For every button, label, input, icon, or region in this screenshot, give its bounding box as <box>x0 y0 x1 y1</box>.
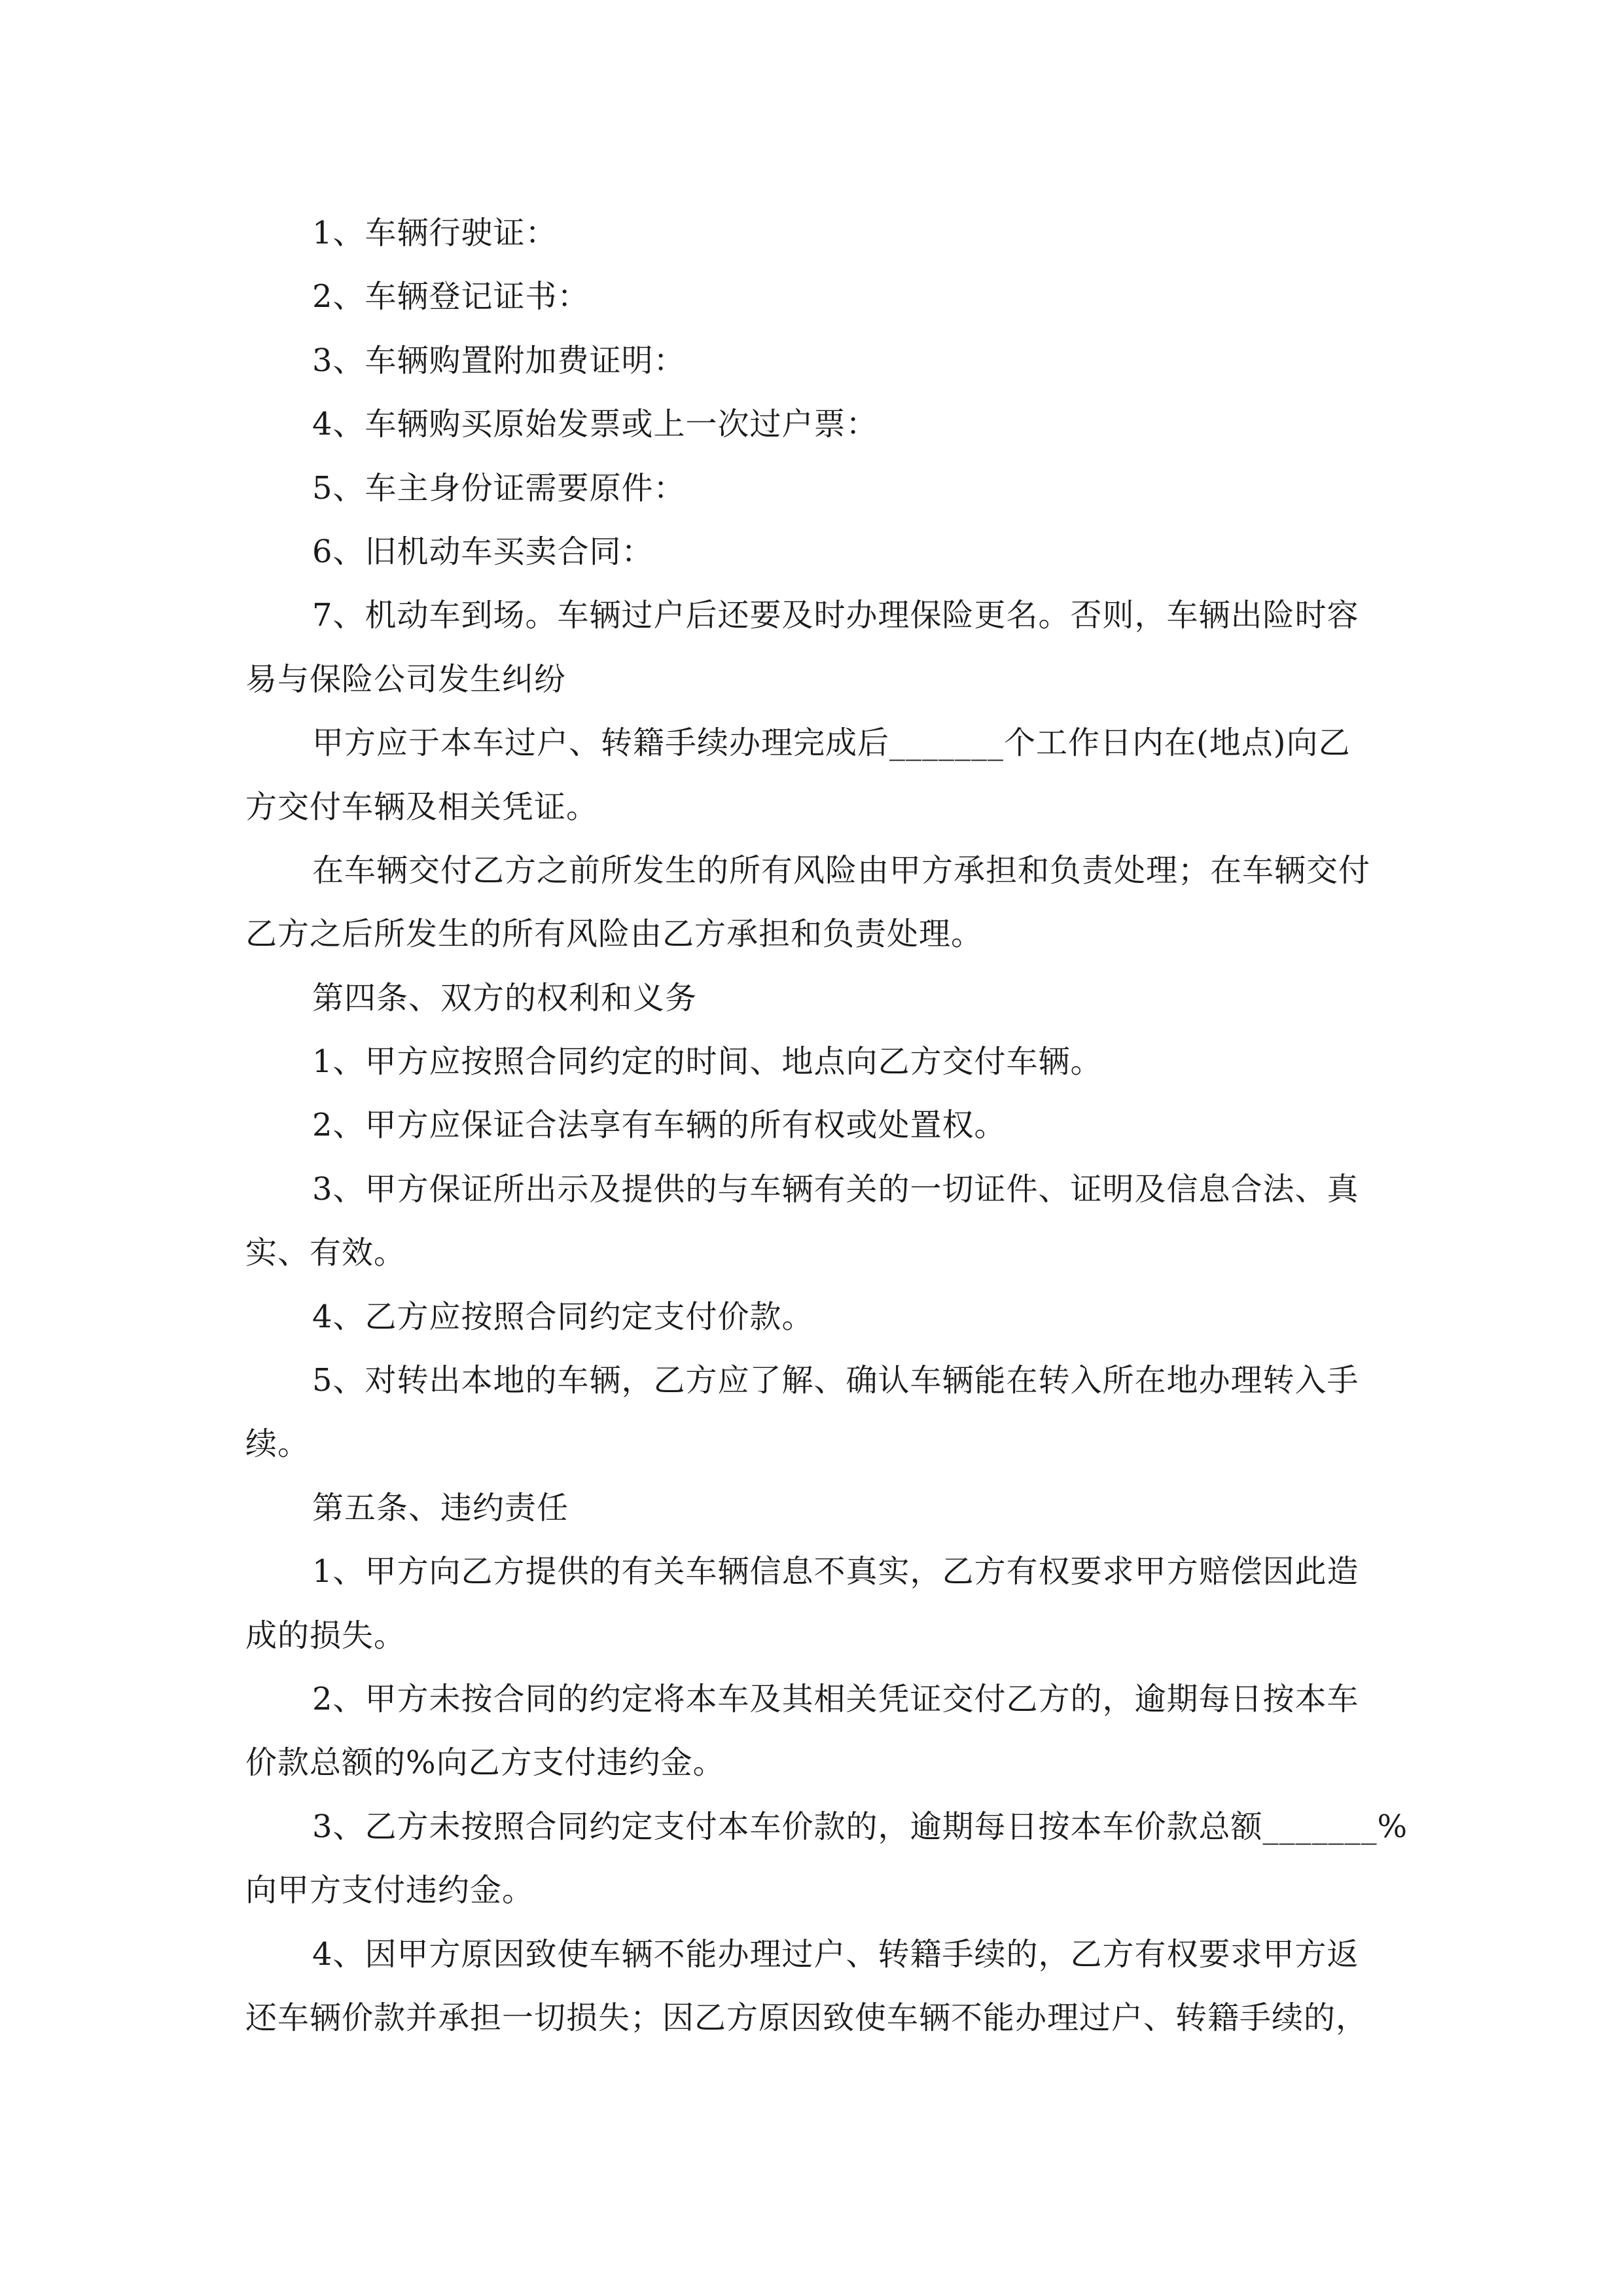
paragraph-line: 4、因甲方原因致使车辆不能办理过户、转籍手续的，乙方有权要求甲方返 <box>312 1935 1359 1973</box>
section-heading: 第五条、违约责任 <box>312 1489 569 1526</box>
paragraph-line: 续。 <box>245 1426 310 1463</box>
paragraph-line: 还车辆价款并承担一切损失；因乙方原因致使车辆不能办理过户、转籍手续的， <box>245 1999 1368 2036</box>
paragraph-line: 在车辆交付乙方之前所发生的所有风险由甲方承担和负责处理；在车辆交付 <box>312 852 1371 889</box>
paragraph-line: 价款总额的%向乙方支付违约金。 <box>245 1744 725 1782</box>
list-item: 1、甲方应按照合同约定的时间、地点向乙方交付车辆。 <box>312 1043 1103 1081</box>
document-body <box>245 202 1408 2050</box>
list-item: 3、车辆购置附加费证明： <box>312 342 686 379</box>
paragraph-line: 成的损失。 <box>245 1617 406 1654</box>
paragraph-line: 方交付车辆及相关凭证。 <box>245 788 599 825</box>
list-item: 1、车辆行驶证： <box>312 215 558 251</box>
list-item: 6、旧机动车买卖合同： <box>312 533 654 570</box>
paragraph-line: 1、甲方向乙方提供的有关车辆信息不真实，乙方有权要求甲方赔偿因此造 <box>312 1553 1359 1590</box>
paragraph-line: 7、机动车到场。车辆过户后还要及时办理保险更名。否则，车辆出险时容 <box>312 597 1359 634</box>
list-item: 4、乙方应按照合同约定支付价款。 <box>312 1298 814 1335</box>
paragraph-line: 5、对转出本地的车辆，乙方应了解、确认车辆能在转入所在地办理转入手 <box>312 1362 1359 1399</box>
paragraph-line: 乙方之后所发生的所有风险由乙方承担和负责处理。 <box>245 916 984 953</box>
paragraph-line: 2、甲方未按合同的约定将本车及其相关凭证交付乙方的，逾期每日按本车 <box>312 1680 1359 1717</box>
list-item: 2、甲方应保证合法享有车辆的所有权或处置权。 <box>312 1107 1007 1144</box>
list-item: 4、车辆购买原始发票或上一次过户票： <box>312 406 878 443</box>
paragraph-line: 实、有效。 <box>245 1234 406 1272</box>
paragraph-line: 3、乙方未按照合同约定支付本车价款的，逾期每日按本车价款总额_______% <box>312 1808 1408 1845</box>
paragraph-line: 甲方应于本车过户、转籍手续办理完成后_______个工作日内在(地点)向乙 <box>312 725 1351 762</box>
paragraph-line: 3、甲方保证所出示及提供的与车辆有关的一切证件、证明及信息合法、真 <box>312 1170 1359 1208</box>
paragraph-line: 易与保险公司发生纠纷 <box>245 660 567 698</box>
list-item: 5、车主身份证需要原件： <box>312 469 686 507</box>
list-item: 2、车辆登记证书： <box>312 278 590 315</box>
paragraph-line: 向甲方支付违约金。 <box>245 1872 535 1909</box>
section-heading: 第四条、双方的权利和义务 <box>312 979 698 1016</box>
